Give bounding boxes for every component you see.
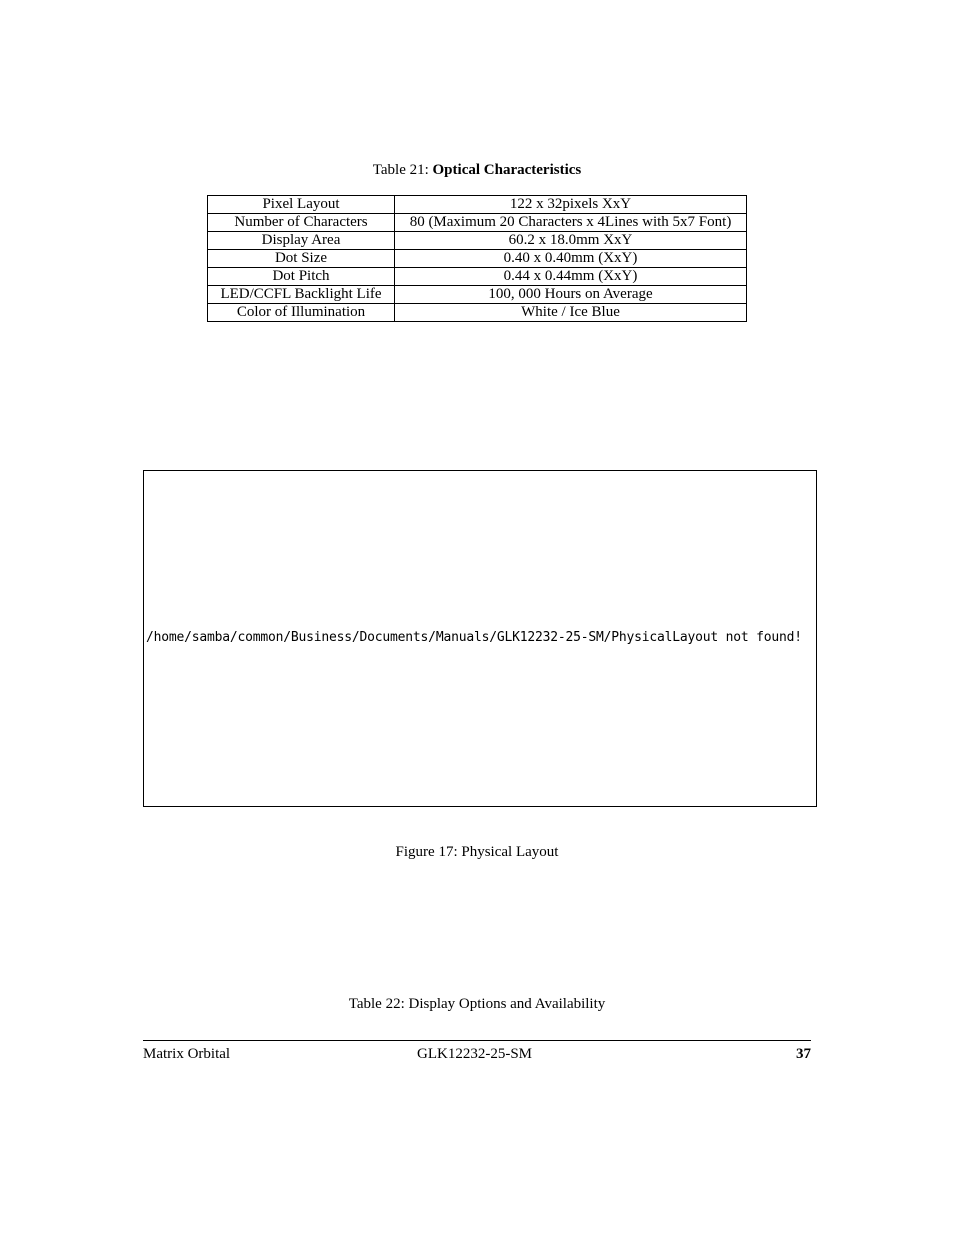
table-cell-value: 0.44 x 0.44mm (XxY) <box>395 268 747 286</box>
table-cell-value: 100, 000 Hours on Average <box>395 286 747 304</box>
table-cell-value: 60.2 x 18.0mm XxY <box>395 232 747 250</box>
table-cell-label: LED/CCFL Backlight Life <box>208 286 395 304</box>
missing-figure-message: /home/samba/common/Business/Documents/Manuals/GLK12232-25-SM/PhysicalLayout not found! <box>146 630 802 645</box>
table-cell-label: Dot Pitch <box>208 268 395 286</box>
table-row <box>208 268 747 286</box>
table-cell-label: Display Area <box>208 232 395 250</box>
table-cell-label: Number of Characters <box>208 214 395 232</box>
table-row <box>208 232 747 250</box>
table-cell-value: 80 (Maximum 20 Characters x 4Lines with 5x7 Font) <box>395 214 747 232</box>
table-21-caption-title: Optical Characteristics <box>432 162 582 178</box>
table-21-caption <box>0 161 954 179</box>
table-22-caption: Table 22: Display Options and Availability <box>348 996 606 1012</box>
footer-model: GLK12232-25-SM <box>417 1046 532 1062</box>
footer-company: Matrix Orbital <box>143 1046 231 1062</box>
table-21-caption-prefix: Table 21: <box>372 162 429 178</box>
footer-divider <box>143 1040 811 1041</box>
table-cell-value: White / Ice Blue <box>395 304 747 322</box>
table-row <box>208 250 747 268</box>
table-cell-label: Dot Size <box>208 250 395 268</box>
table-row <box>208 196 747 214</box>
page-number: 37 <box>796 1046 811 1062</box>
optical-characteristics-table <box>207 195 747 322</box>
table-cell-value: 0.40 x 0.40mm (XxY) <box>395 250 747 268</box>
figure-17-caption: Figure 17: Physical Layout <box>395 844 559 860</box>
table-row <box>208 214 747 232</box>
table-cell-label: Pixel Layout <box>208 196 395 214</box>
table-cell-label: Color of Illumination <box>208 304 395 322</box>
table-row <box>208 286 747 304</box>
table-cell-value: 122 x 32pixels XxY <box>395 196 747 214</box>
table-row <box>208 304 747 322</box>
